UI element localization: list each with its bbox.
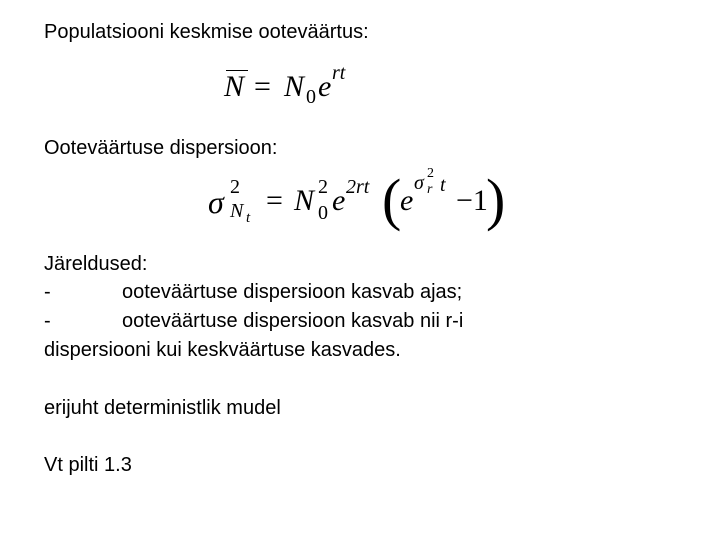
formula-mean-base: e bbox=[318, 70, 332, 103]
formula-variance-exponent: 2rt bbox=[346, 176, 370, 198]
formula-variance-sigma-sup: 2 bbox=[230, 176, 240, 198]
formula-variance-coef-sub: 0 bbox=[318, 202, 328, 224]
formula-variance-right-paren: ) bbox=[486, 167, 506, 232]
formula-variance-inner-exp-sub: r bbox=[427, 182, 433, 197]
formula-mean-coef: N bbox=[284, 70, 305, 103]
formula-mean-lhs: N bbox=[224, 70, 245, 103]
formula-variance-sigma-sub: N bbox=[230, 200, 244, 222]
formula-mean bbox=[222, 62, 362, 106]
conclusion-bullet-2: - bbox=[44, 310, 51, 332]
formula-variance-inner-exp-sup: 2 bbox=[427, 166, 434, 181]
formula-variance bbox=[208, 166, 508, 236]
note-model: erijuht deterministlik mudel bbox=[44, 397, 281, 419]
formula-mean-coef-sub: 0 bbox=[306, 86, 316, 108]
conclusion-bullet-1: - bbox=[44, 281, 51, 303]
conclusion-text-2: ooteväärtuse dispersioon kasvab nii r-i bbox=[122, 310, 464, 332]
conclusion-continuation: dispersiooni kui keskväärtuse kasvades. bbox=[44, 339, 401, 361]
note-figure: Vt pilti 1.3 bbox=[44, 454, 132, 476]
formula-variance-base: e bbox=[332, 184, 346, 217]
formula-variance-inner-exp-sigma: σ bbox=[414, 172, 424, 194]
formula-variance-inner-base: e bbox=[400, 184, 414, 217]
formula-mean-exponent: rt bbox=[332, 62, 346, 84]
formula-mean-overbar bbox=[226, 70, 248, 71]
conclusion-text-1: ooteväärtuse dispersioon kasvab ajas; bbox=[122, 281, 463, 303]
conclusions-heading: Järeldused: bbox=[44, 253, 148, 275]
formula-variance-coef: N bbox=[294, 184, 315, 217]
formula-variance-equals: = bbox=[266, 184, 283, 217]
formula-variance-sigma: σ bbox=[208, 184, 224, 220]
formula-variance-minus-one: −1 bbox=[456, 184, 488, 217]
formula-variance-coef-sup: 2 bbox=[318, 176, 328, 198]
formula-variance-sigma-sub-sub: t bbox=[246, 210, 251, 226]
heading-variance: Ooteväärtuse dispersioon: bbox=[44, 137, 278, 159]
formula-variance-left-paren: ( bbox=[382, 167, 402, 232]
formula-mean-equals: = bbox=[254, 70, 271, 103]
heading-mean: Populatsiooni keskmise ooteväärtus: bbox=[44, 21, 369, 43]
formula-variance-inner-exp-t: t bbox=[440, 174, 446, 196]
